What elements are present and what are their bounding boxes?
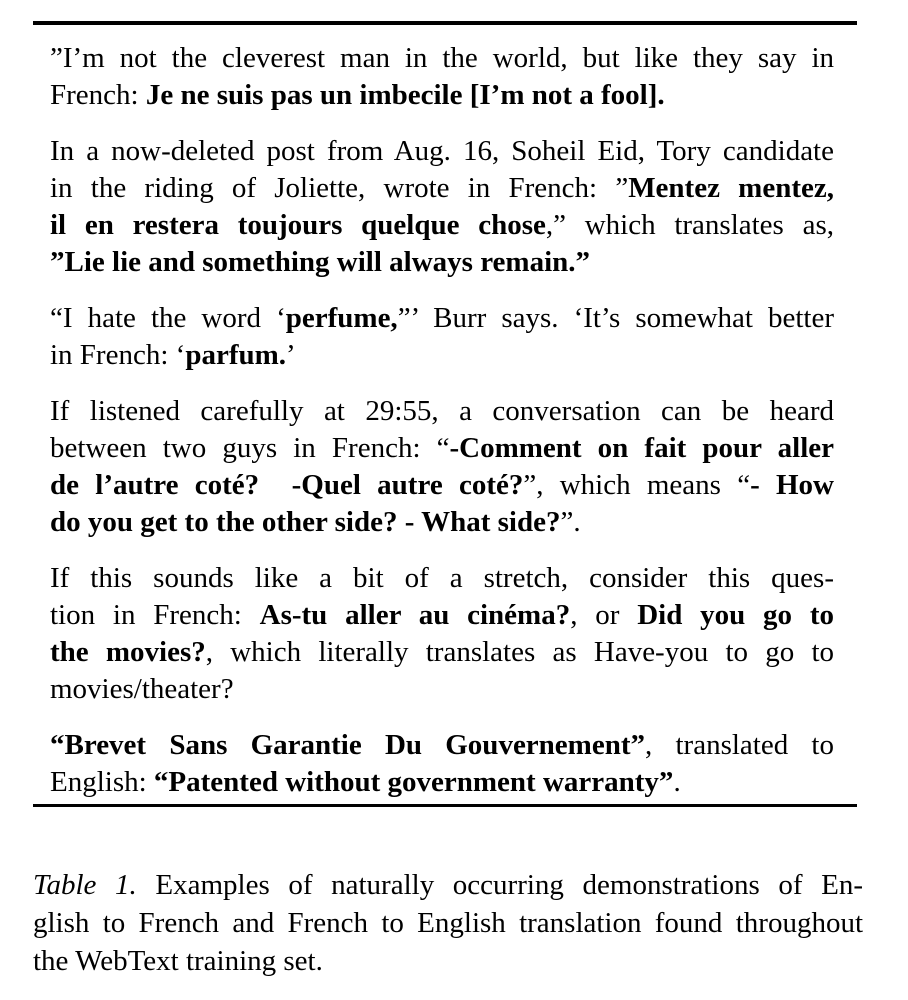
text-run: the WebText training set. xyxy=(33,945,323,977)
text-run: “I hate the word ‘ xyxy=(50,302,286,334)
text-run: do you get to the other side? - What side? xyxy=(50,506,561,538)
text-run: “Brevet Sans Garantie Du Gouvernement” xyxy=(50,729,645,761)
text-run: Table 1. xyxy=(33,869,137,901)
text-run: -Comment on fait pour aller xyxy=(449,432,834,464)
quote-paragraph xyxy=(50,560,834,708)
text-run: If listened carefully at 29:55, a conversation can be heard xyxy=(50,395,834,427)
table-top-rule xyxy=(33,21,857,25)
text-run: , translated to xyxy=(645,729,834,761)
table-body xyxy=(50,40,834,801)
text-line xyxy=(33,866,863,904)
text-line xyxy=(50,170,834,207)
text-run: ”’ Burr says. ‘It’s somewhat better xyxy=(397,302,835,334)
text-line xyxy=(50,467,834,504)
text-line xyxy=(50,337,834,374)
table-bottom-rule xyxy=(33,804,857,807)
text-run: ”. xyxy=(560,506,581,538)
text-line xyxy=(50,727,834,764)
text-run: between two guys in French: “ xyxy=(50,432,450,464)
text-run: tion in French: xyxy=(50,599,260,631)
text-run: ”Lie lie and something will always remain.” xyxy=(50,246,591,278)
text-line xyxy=(33,942,863,980)
quote-paragraph xyxy=(50,40,834,114)
text-run: As-tu aller au cinéma? xyxy=(259,599,571,631)
text-line xyxy=(50,300,834,337)
text-run: de l’autre coté? -Quel autre coté? xyxy=(50,469,524,501)
quote-paragraph xyxy=(50,727,834,801)
text-run: ”I’m not the cleverest man in the world, but like they say in xyxy=(50,42,834,74)
text-line xyxy=(50,560,834,597)
text-run: movies/theater? xyxy=(50,673,234,705)
text-line xyxy=(50,40,834,77)
text-run: Mentez mentez, xyxy=(628,172,834,204)
quote-paragraph xyxy=(50,300,834,374)
text-line xyxy=(50,207,834,244)
text-run: ,” which translates as, xyxy=(545,209,834,241)
text-run: parfum. xyxy=(185,339,287,371)
text-run: , which literally translates as Have-you to go to xyxy=(205,636,835,668)
text-line xyxy=(50,393,834,430)
quote-paragraph xyxy=(50,393,834,541)
text-run: Je ne suis pas un imbecile [I’m not a fool]. xyxy=(145,79,665,111)
text-run: In a now-deleted post from Aug. 16, Soheil Eid, Tory candidate xyxy=(50,135,834,167)
text-line xyxy=(50,244,834,281)
table-caption xyxy=(33,866,863,980)
text-line xyxy=(50,671,834,708)
text-run: Did you go to xyxy=(637,599,834,631)
text-line xyxy=(50,597,834,634)
text-run: ’ xyxy=(286,339,296,371)
text-line xyxy=(50,430,834,467)
text-line xyxy=(50,764,834,801)
text-run: French: xyxy=(50,79,146,111)
text-run: , or xyxy=(570,599,638,631)
text-run: - How xyxy=(750,469,834,501)
text-run: Examples of naturally occurring demonstrations of En- xyxy=(136,869,863,901)
text-run: . xyxy=(673,766,681,798)
text-line xyxy=(50,77,834,114)
text-line xyxy=(50,504,834,541)
text-run: glish to French and French to English translation found throughout xyxy=(33,907,863,939)
text-run: “Patented without government warranty” xyxy=(153,766,674,798)
text-run: If this sounds like a bit of a stretch, consider this ques- xyxy=(50,562,834,594)
text-run: English: xyxy=(50,766,154,798)
text-run: il en restera toujours quelque chose xyxy=(50,209,546,241)
text-run: the movies? xyxy=(50,636,206,668)
text-run: in the riding of Joliette, wrote in French: ” xyxy=(50,172,629,204)
text-run: perfume, xyxy=(285,302,398,334)
text-run: ”, which means “ xyxy=(523,469,751,501)
text-line xyxy=(33,904,863,942)
text-line xyxy=(50,133,834,170)
text-run: in French: ‘ xyxy=(50,339,186,371)
text-line xyxy=(50,634,834,671)
quote-paragraph xyxy=(50,133,834,281)
